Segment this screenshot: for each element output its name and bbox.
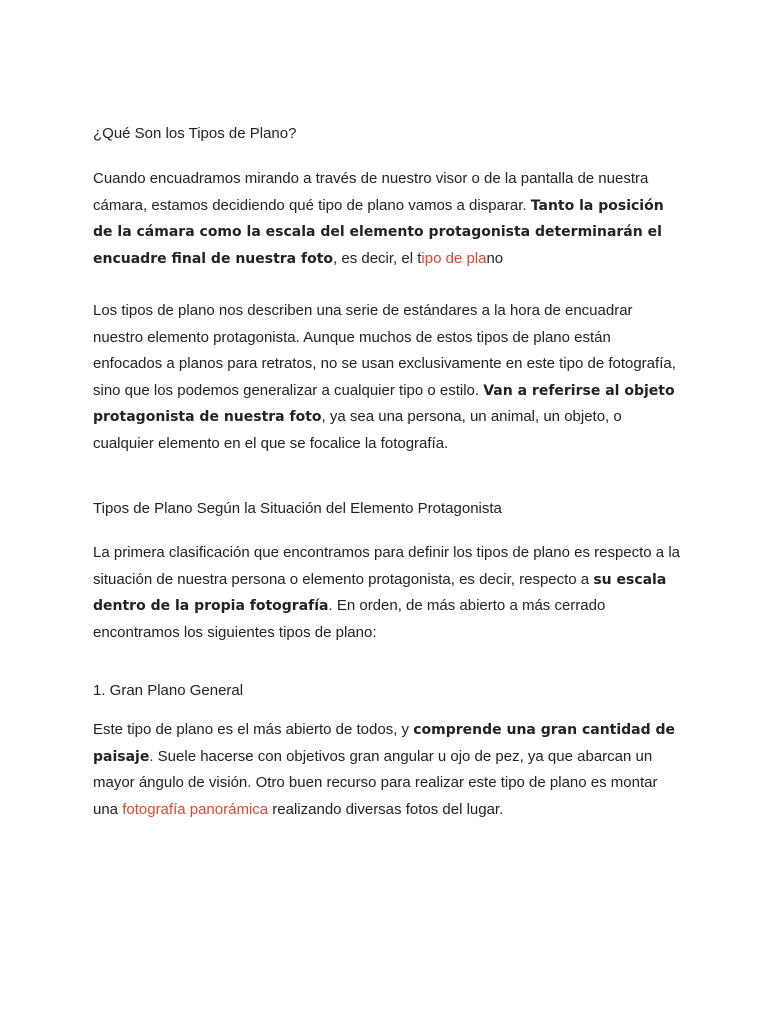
paragraph-gran-plano-bold: comprende una gran cantidad de paisaje	[93, 722, 676, 765]
paragraph-tipos-text-1: Los tipos de plano nos describen una serie de estándares a la hora de encuadrar nuestro elemento protagonista. Aunque muchos de estos tipos de plano están enfocados a planos para retratos, no se usan exclusivamente en este tipo de fotografía, sino que los podemos generalizar a cualquier tipo o estilo.	[93, 302, 676, 399]
paragraph-clasificacion	[93, 540, 683, 646]
section-heading-que-son: ¿Qué Son los Tipos de Plano?	[93, 125, 297, 142]
tipo-de-plano-link[interactable]: ipo de pla	[421, 249, 487, 267]
paragraph-tipos-descripcion	[93, 298, 683, 458]
paragraph-gran-plano	[93, 717, 683, 823]
paragraph-gran-plano-text-3: realizando diversas fotos del lugar.	[268, 800, 504, 818]
paragraph-intro-bold: Tanto la posición de la cámara como la escala del elemento protagonista determinarán el encuadre final de nuestra foto	[93, 197, 664, 267]
paragraph-intro-text-1: Cuando encuadramos mirando a través de nuestro visor o de la pantalla de nuestra cámara, estamos decidiendo qué tipo de plano vamos a disparar.	[93, 170, 649, 214]
paragraph-gran-plano-text-2: . Suele hacerse con objetivos gran angular u ojo de pez, ya que abarcan un mayor ángulo de visión. Otro buen recurso para realizar este tipo de plano es montar una	[93, 747, 658, 818]
paragraph-gran-plano-text-1: Este tipo de plano es el más abierto de todos, y	[93, 721, 414, 738]
paragraph-clasificacion-bold: su escala dentro de la propia fotografía	[93, 571, 667, 615]
paragraph-tipos-text-2: , ya sea una persona, un animal, un objeto, o cualquier elemento en el que se focalice la fotografía.	[93, 408, 622, 452]
paragraph-clasificacion-text-2: . En orden, de más abierto a más cerrado encontramos los siguientes tipos de plano:	[93, 597, 606, 641]
section-heading-gran-plano-general: 1. Gran Plano General	[93, 682, 244, 699]
fotografia-panoramica-link[interactable]: fotografía panorámica	[122, 800, 269, 818]
paragraph-intro-text-2: , es decir, el t	[333, 249, 422, 267]
paragraph-tipos-bold: Van a referirse al objeto protagonista de nuestra foto	[93, 382, 675, 426]
section-heading-situacion: Tipos de Plano Según la Situación del Elemento Protagonista	[93, 500, 502, 517]
paragraph-intro	[93, 166, 683, 272]
paragraph-intro-text-3: no	[486, 249, 504, 267]
paragraph-clasificacion-text-1: La primera clasificación que encontramos para definir los tipos de plano es respecto a la situación de nuestra persona o elemento protagonista, es decir, respecto a	[93, 544, 680, 588]
